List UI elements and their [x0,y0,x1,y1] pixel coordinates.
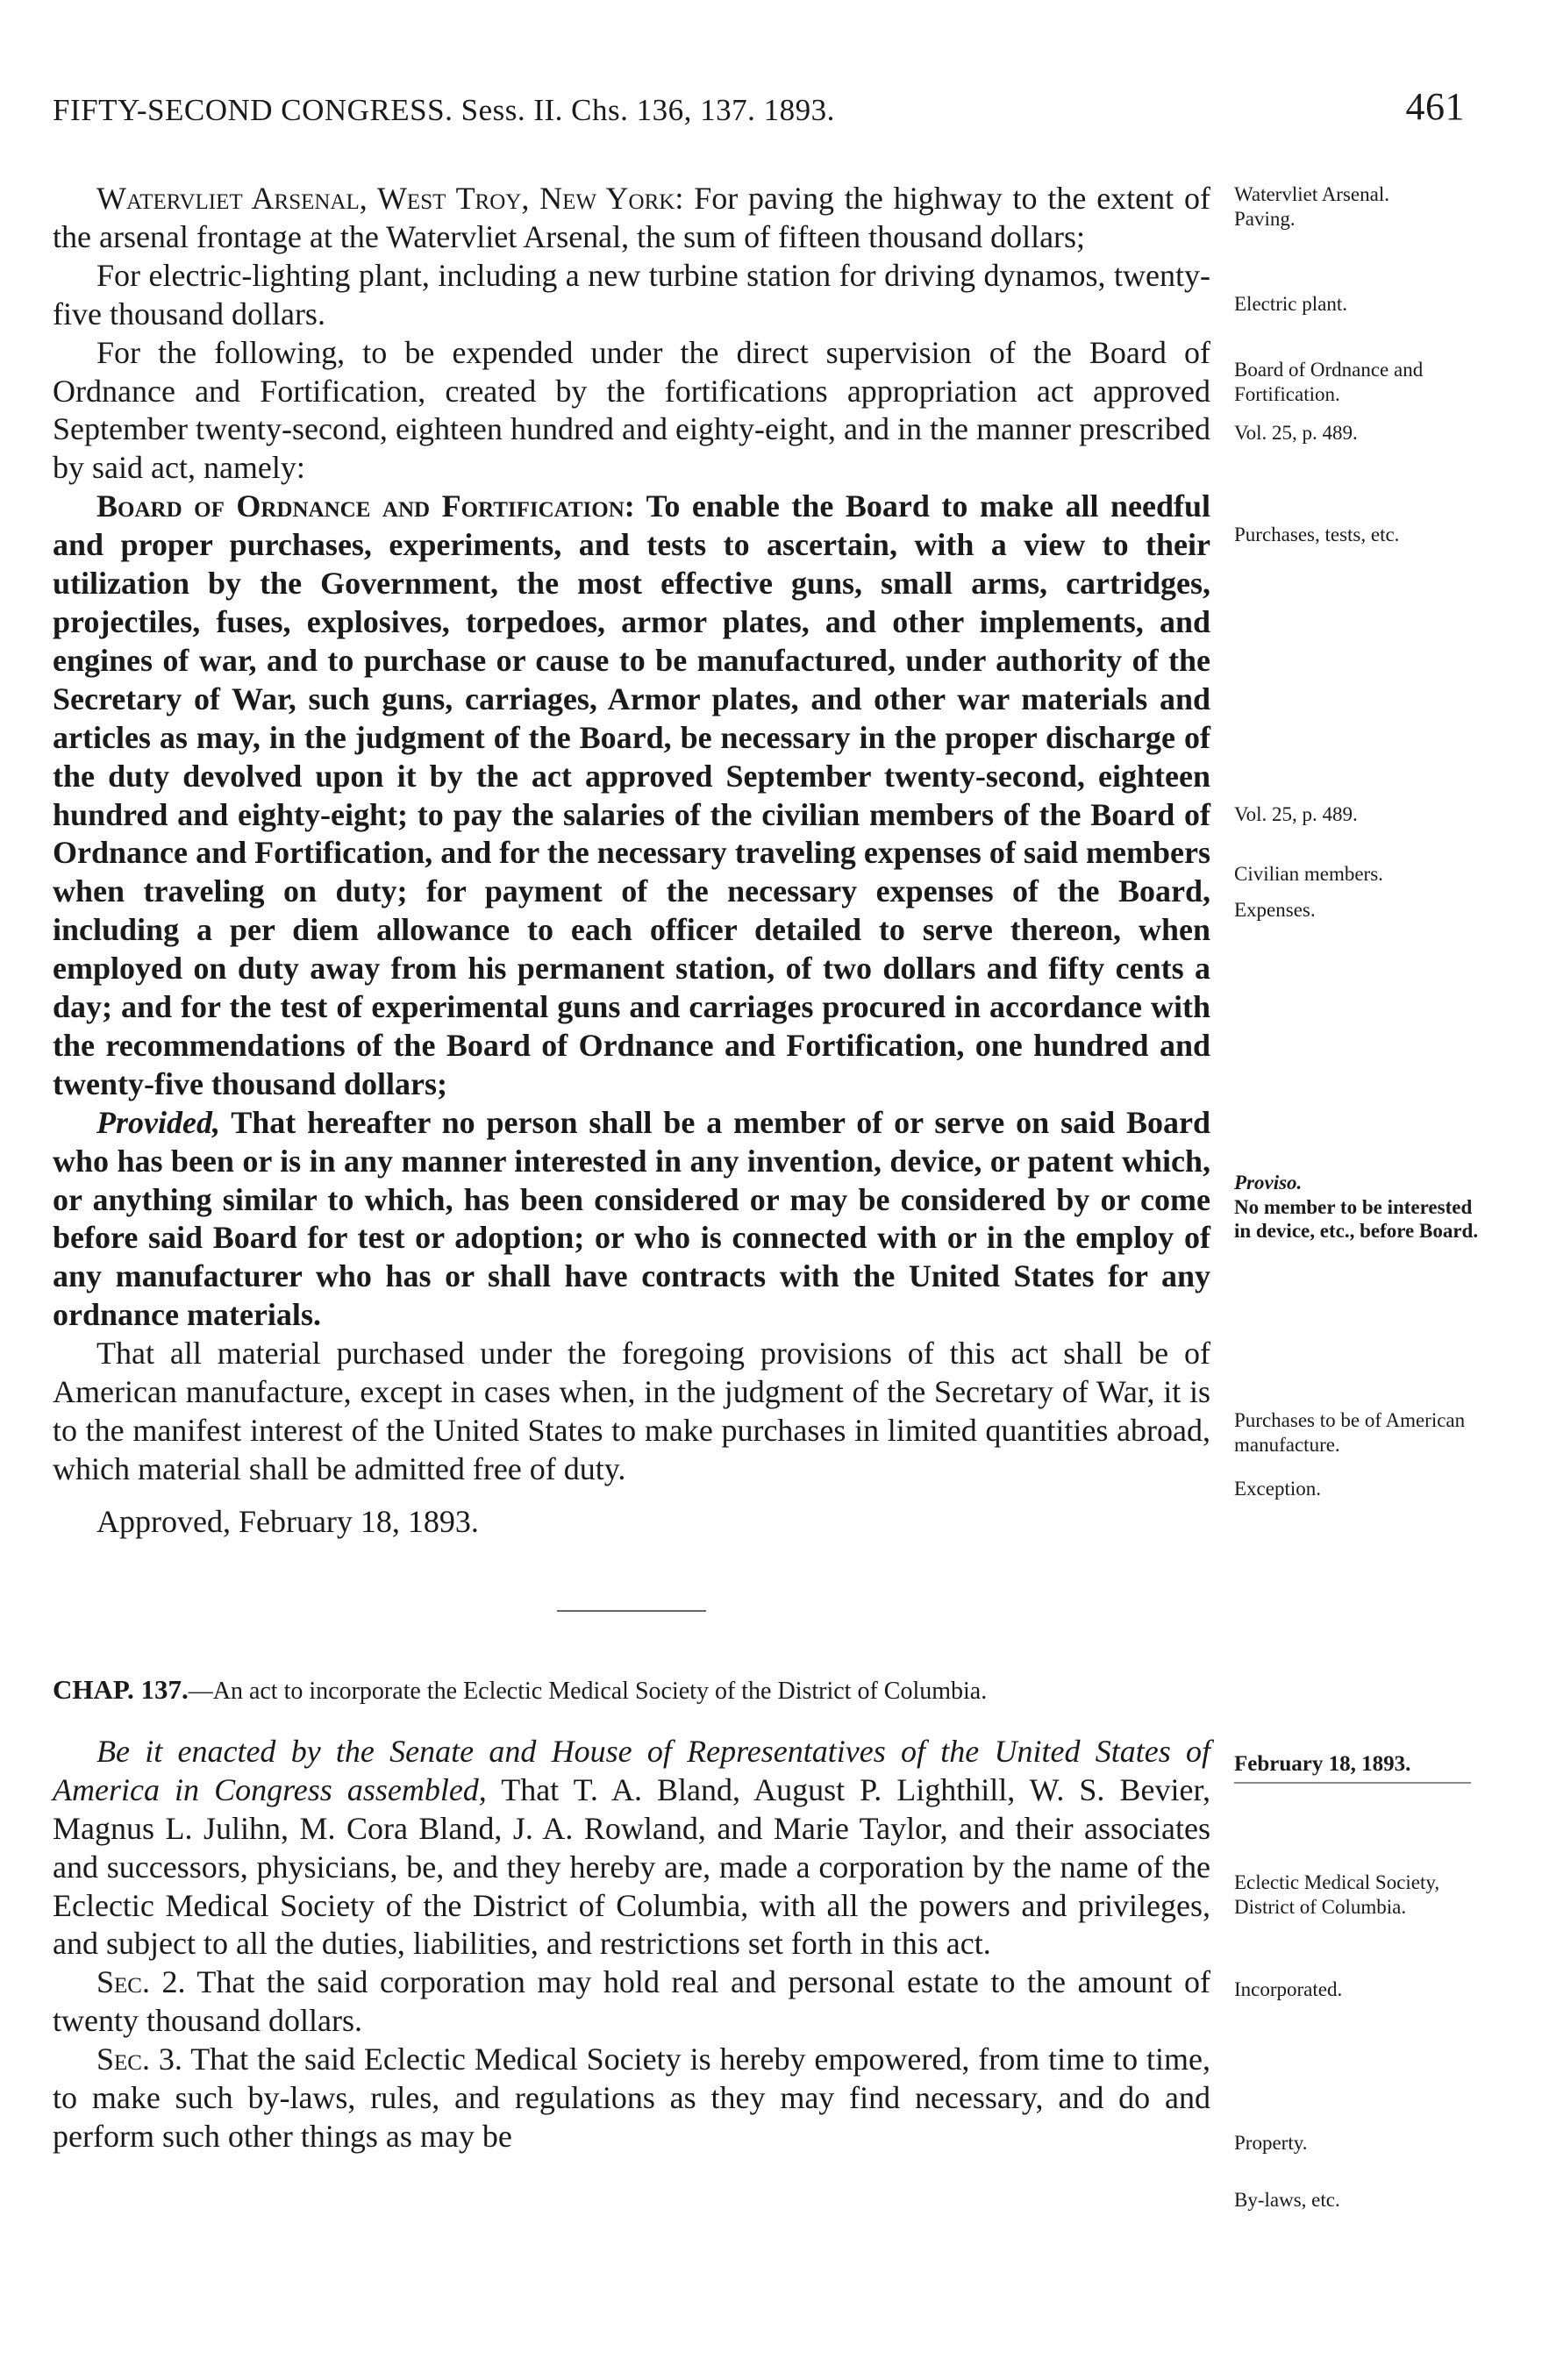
margin-note-american: Purchases to be of American manufacture. [1234,1409,1466,1456]
margin-note-watervliet: Watervliet Arsenal. Paving. [1234,183,1389,230]
paragraph-board [53,488,1210,1104]
paragraph-electric-plant: For electric-lighting plant, including a new turbine station for driving dynamos, twenty-five thousand dollars. [53,257,1210,331]
section-3-label: Sec. 3. [96,2042,182,2077]
proviso-label: Provided, [96,1104,220,1140]
paragraph-proviso [53,1104,1210,1335]
margin-note-date: February 18, 1893. [1234,1752,1471,1784]
proviso-text: That hereafter no person shall be a member of or serve on said Board who has been or is in any manner interested in any invention, device, or patent which, or anything similar to which, has been considered or may be considered by or come before said Board for test or adoption; or who is connected with or in the employ of any manufacturer who has or shall have contracts with the United States for any ordnance materials. [53,1104,1210,1333]
enacting-clause [53,1733,1210,1963]
watervliet-text: For paving the highway to the extent of the arsenal frontage at the Watervliet Arsenal, the sum of fifteen thousand dollars; [53,181,1210,254]
enacting-formula: Be it enacted by the Senate and House of Representatives of the United States of America in Congress assembled, [53,1733,1210,1807]
margin-note-expenses: Expenses. [1234,899,1316,921]
paragraph-watervliet [53,180,1210,257]
chapter-label: CHAP. 137. [53,1673,189,1705]
main-text-column [53,180,1210,2156]
page-number: 461 [1405,85,1465,128]
section-3-text: That the said Eclectic Medical Society is hereby empowered, from time to time, to make such by-laws, rules, and regulations as they may find necessary, and do and perform such other things as may be [53,2042,1210,2154]
chapter-heading [53,1673,1210,1707]
margin-note-purchases: Purchases, tests, etc. [1234,524,1400,545]
margin-note-civilian: Civilian members. [1234,863,1383,885]
running-header [53,84,1465,137]
margin-note-vol-2: Vol. 25, p. 489. [1234,803,1358,825]
board-heading: Board of Ordnance and Fortification: [96,488,635,524]
margin-note-board: Board of Ordnance and Fortification. [1234,359,1424,405]
approval-line: Approved, February 18, 1893. [96,1503,479,1539]
section-divider [557,1610,706,1612]
margin-note-property: Property. [1234,2132,1308,2154]
margin-note-eclectic: Eclectic Medical Society, District of Columbia. [1234,1871,1440,1918]
margin-note-vol-1: Vol. 25, p. 489. [1234,422,1358,444]
section-2-text: That the said corporation may hold real and personal estate to the amount of twenty thousand dollars. [53,1964,1211,2039]
section-2 [53,1963,1210,2041]
watervliet-heading: Watervliet Arsenal, West Troy, New York: [96,181,684,216]
margin-note-proviso: Proviso. No member to be interested in device, etc., before Board. [1234,1172,1479,1243]
margin-note-incorporated: Incorporated. [1234,1978,1343,2000]
section-2-label: Sec. 2. [96,1964,186,2000]
paragraph-american-manufacture: That all material purchased under the foregoing provisions of this act shall be of American manufacture, except in cases when, in the judgment of the Secretary of War, it is to the manifest interest of the United States to make purchases in limited quantities abroad, which material shall be admitted free of duty. [53,1336,1210,1486]
enacting-text: That T. A. Bland, August P. Lighthill, W. S. Bevier, Magnus L. Julihn, M. Cora Bland, J. A. Rowland, and Marie Taylor, and their associates and successors, physicians, be, and they hereby are, made a corporation by the name of the Eclectic Medical Society of the District of Columbia, with all the powers and privileges, and subject to all the duties, liabilities, and restrictions set forth in this act. [53,1771,1210,1962]
board-text: To enable the Board to make all needful and proper purchases, experiments, and tests to ascertain, with a view to their utilization by the Government, the most effective guns, small arms, cartridges, projectiles, fuses, explosives, torpedoes, armor plates, and other implements, and engines of war, and to purchase or cause to be manufactured, under authority of the Secretary of War, such guns, carriages, Armor plates, and other war materials and articles as may, in the judgment of the Board, be necessary in the proper discharge of the duty devolved upon it by the act approved September twenty-second, eighteen hundred and eighty-eight; to pay the salaries of the civilian members of the Board of Ordnance and Fortification, and for the necessary traveling expenses of said members when traveling on duty; for payment of the necessary expenses of the Board, including a per diem allowance to each officer detailed to serve thereon, when employed on duty away from his permanent station, of two dollars and fifty cents a day; and for the test of experimental guns and carriages procured in accordance with the recommendations of the Board of Ordnance and Fortification, one hundred and twenty-five thousand dollars; [53,488,1210,1101]
margin-note-electric: Electric plant. [1234,293,1347,315]
margin-note-exception: Exception. [1234,1478,1321,1500]
margin-note-bylaws: By-laws, etc. [1234,2189,1340,2211]
section-3 [53,2041,1210,2156]
chapter-title: —An act to incorporate the Eclectic Medical Society of the District of Columbia. [188,1677,988,1705]
running-title: FIFTY-SECOND CONGRESS. Sess. II. Chs. 136, 137. 1893. [53,93,835,127]
paragraph-board-intro: For the following, to be expended under the direct supervision of the Board of Ordnance and Fortification, created by the fortifications appropriation act approved September twenty-second, eighteen hundred and eighty-eight, and in the manner prescribed by said act, namely: [53,334,1210,486]
